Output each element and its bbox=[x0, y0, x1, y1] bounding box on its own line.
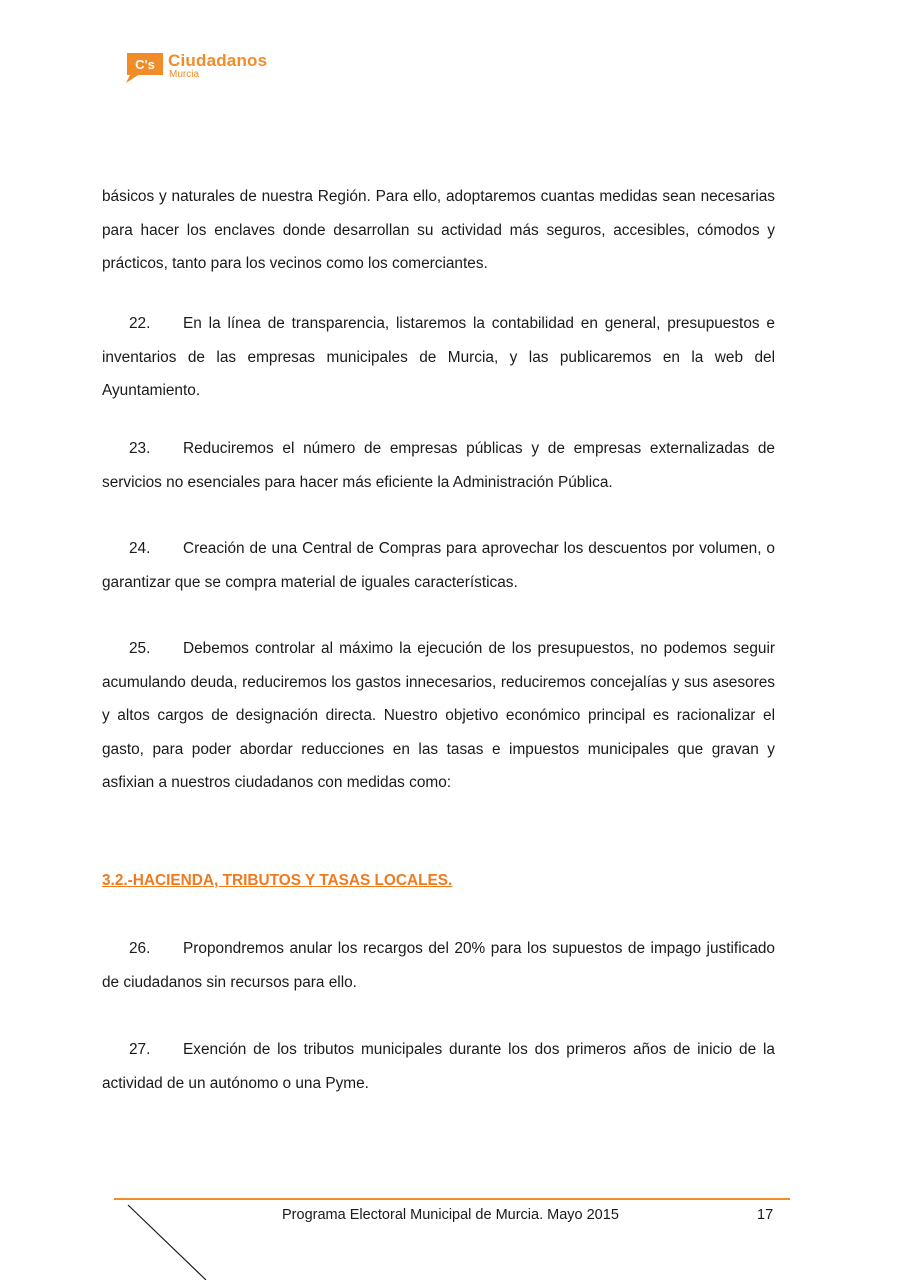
list-text: Propondremos anular los recargos del 20% para los supuestos de impago justificado de ciudadanos sin recursos para ello. bbox=[102, 940, 775, 991]
list-text: Reduciremos el número de empresas públicas y de empresas externalizadas de servicios no esenciales para hacer más eficiente la Administración Pública. bbox=[102, 440, 775, 491]
list-item-27 bbox=[102, 1033, 775, 1100]
list-item-23 bbox=[102, 432, 775, 499]
paragraph-text: básicos y naturales de nuestra Región. Para ello, adoptaremos cuantas medidas sean necesarias para hacer los enclaves donde desarrollan su actividad más seguros, accesibles, cómodos y prácticos, tanto para los vecinos como los comerciantes. bbox=[102, 188, 775, 272]
paragraph-continuation bbox=[102, 180, 775, 281]
list-text: Exención de los tributos municipales durante los dos primeros años de inicio de la actividad de un autónomo o una Pyme. bbox=[102, 1041, 775, 1092]
footer-rule bbox=[114, 1198, 790, 1200]
footer-diagonal-line bbox=[126, 1203, 208, 1280]
list-item-22 bbox=[102, 307, 775, 408]
list-number: 22. bbox=[129, 315, 151, 332]
list-item-26 bbox=[102, 932, 775, 999]
list-number: 24. bbox=[129, 540, 151, 557]
logo-sub: Murcia bbox=[169, 69, 200, 80]
footer-title: Programa Electoral Municipal de Murcia. Mayo 2015 bbox=[282, 1207, 619, 1223]
section-heading: 3.2.-HACIENDA, TRIBUTOS Y TASAS LOCALES. bbox=[102, 872, 453, 889]
list-item-24 bbox=[102, 532, 775, 599]
list-item-25 bbox=[102, 632, 775, 800]
list-text: Debemos controlar al máximo la ejecución de los presupuestos, no podemos seguir acumulando deuda, reduciremos los gastos innecesarios, reduciremos concejalías y sus asesores y altos cargos de designación directa. Nuestro objetivo económico principal es racionalizar el gasto, para poder abordar reducciones en las tasas e impuestos municipales que gravan y asfixian a nuestros ciudadanos con medidas como: bbox=[102, 640, 775, 791]
list-number: 25. bbox=[129, 640, 151, 657]
list-number: 27. bbox=[129, 1041, 151, 1058]
list-text: Creación de una Central de Compras para aprovechar los descuentos por volumen, o garantizar que se compra material de iguales características. bbox=[102, 540, 775, 591]
list-number: 23. bbox=[129, 440, 151, 457]
ciudadanos-logo bbox=[124, 50, 274, 86]
list-text: En la línea de transparencia, listaremos la contabilidad en general, presupuestos e inventarios de las empresas municipales de Murcia, y las publicaremos en la web del Ayuntamiento. bbox=[102, 315, 775, 399]
logo-bubble-icon bbox=[124, 50, 166, 84]
list-number: 26. bbox=[129, 940, 151, 957]
logo-name: Ciudadanos bbox=[168, 51, 268, 70]
logo-mark: C's bbox=[135, 57, 155, 72]
page-number: 17 bbox=[757, 1207, 774, 1223]
